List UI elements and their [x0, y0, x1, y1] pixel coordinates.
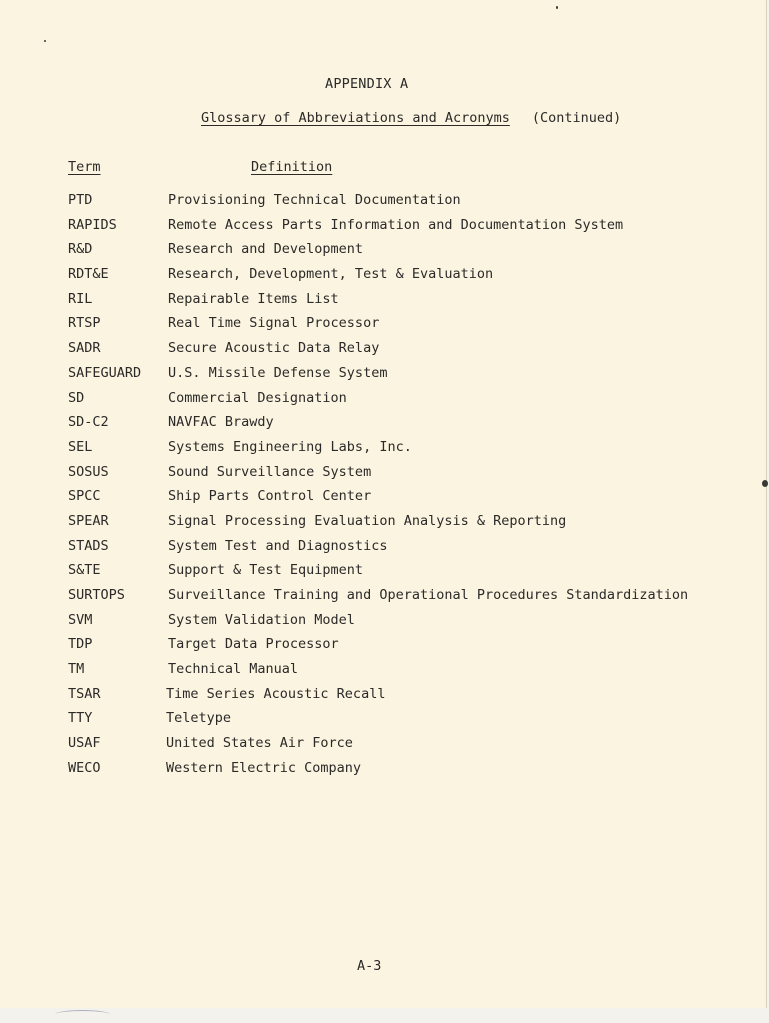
- entry-definition: Research and Development: [168, 241, 364, 258]
- glossary-entry: [68, 217, 748, 242]
- entry-term: SEL: [68, 438, 93, 455]
- glossary-entry: [68, 710, 748, 735]
- glossary-entry: [68, 760, 748, 785]
- subtitle-continued: (Continued): [531, 110, 622, 126]
- entry-definition: Support & Test Equipment: [168, 562, 364, 579]
- glossary-entry: [68, 414, 748, 439]
- entry-definition: Remote Access Parts Information and Documentation System: [168, 216, 624, 233]
- entry-term: WECO: [68, 759, 101, 776]
- entry-definition: Time Series Acoustic Recall: [166, 685, 386, 702]
- entry-term: RDT&E: [68, 266, 109, 283]
- entry-definition: System Validation Model: [168, 611, 355, 628]
- entry-term: R&D: [68, 241, 93, 258]
- entry-definition: Technical Manual: [168, 661, 299, 678]
- glossary-entry: [68, 488, 748, 513]
- entry-definition: United States Air Force: [166, 735, 353, 752]
- entry-definition: Real Time Signal Processor: [168, 315, 380, 332]
- glossary-subtitle: [201, 110, 621, 126]
- entry-term: SVM: [68, 611, 93, 628]
- paper-speck: [762, 480, 768, 487]
- glossary-entry: [68, 241, 748, 266]
- entry-definition: Repairable Items List: [168, 290, 339, 307]
- glossary-entry: [68, 562, 748, 587]
- page-number: A-3: [357, 958, 382, 974]
- entry-definition: Teletype: [166, 710, 232, 727]
- glossary-entry: [68, 513, 748, 538]
- glossary-entry: [68, 587, 748, 612]
- column-header-term: Term: [68, 159, 101, 175]
- glossary-entry: [68, 192, 748, 217]
- appendix-title: APPENDIX A: [325, 76, 409, 92]
- entry-term: USAF: [68, 735, 101, 752]
- entry-term: STADS: [68, 537, 109, 554]
- glossary-entry: [68, 390, 748, 415]
- glossary-entry: [68, 340, 748, 365]
- entry-term: SADR: [68, 340, 101, 357]
- entry-definition: Sound Surveillance System: [168, 463, 372, 480]
- glossary-entry: [68, 686, 748, 711]
- entry-term: SOSUS: [68, 463, 109, 480]
- glossary-entry: [68, 735, 748, 760]
- entry-definition: Provisioning Technical Documentation: [168, 192, 461, 208]
- entry-term: SPCC: [68, 488, 101, 505]
- pencil-mark: [55, 1010, 110, 1019]
- entry-term: RIL: [68, 290, 93, 307]
- glossary-entry: [68, 538, 748, 563]
- entry-definition: Secure Acoustic Data Relay: [168, 340, 380, 357]
- entry-term: TM: [68, 661, 85, 678]
- entry-term: RTSP: [68, 315, 101, 332]
- entry-term: SURTOPS: [68, 587, 125, 603]
- entry-term: RAPIDS: [68, 216, 117, 233]
- glossary-entry: [68, 315, 748, 340]
- entry-term: S&TE: [68, 562, 101, 579]
- entry-definition: Commercial Designation: [168, 389, 347, 406]
- glossary-entry: [68, 291, 748, 316]
- paper-speck: [556, 6, 558, 9]
- glossary-entry: [68, 439, 748, 464]
- entry-definition: Signal Processing Evaluation Analysis & Reporting: [168, 512, 567, 529]
- entry-definition: Western Electric Company: [166, 759, 362, 776]
- entry-term: TDP: [68, 636, 93, 653]
- entry-term: PTD: [68, 192, 93, 208]
- entry-definition: System Test and Diagnostics: [168, 537, 388, 554]
- glossary-entry: [68, 266, 748, 291]
- entry-definition: Ship Parts Control Center: [168, 488, 372, 505]
- entry-definition: Systems Engineering Labs, Inc.: [168, 438, 412, 455]
- entry-definition: NAVFAC Brawdy: [168, 414, 274, 431]
- entry-term: SD-C2: [68, 414, 109, 431]
- entry-term: TTY: [68, 710, 93, 727]
- glossary-entry: [68, 661, 748, 686]
- entry-definition: Target Data Processor: [168, 636, 339, 653]
- glossary-entry: [68, 612, 748, 637]
- glossary-entry: [68, 636, 748, 661]
- entry-definition: Surveillance Training and Operational Procedures Standardization: [168, 587, 689, 603]
- entry-definition: U.S. Missile Defense System: [168, 364, 388, 381]
- entry-term: SAFEGUARD: [68, 364, 142, 381]
- entry-term: SPEAR: [68, 512, 109, 529]
- paper-speck: [44, 40, 46, 42]
- glossary-entry: [68, 464, 748, 489]
- glossary-list: [68, 192, 748, 785]
- column-header-definition: Definition: [251, 159, 333, 175]
- entry-term: TSAR: [68, 685, 101, 702]
- entry-definition: Research, Development, Test & Evaluation: [168, 266, 494, 283]
- glossary-entry: [68, 365, 748, 390]
- entry-term: SD: [68, 389, 85, 406]
- subtitle-text: Glossary of Abbreviations and Acronyms: [201, 110, 510, 126]
